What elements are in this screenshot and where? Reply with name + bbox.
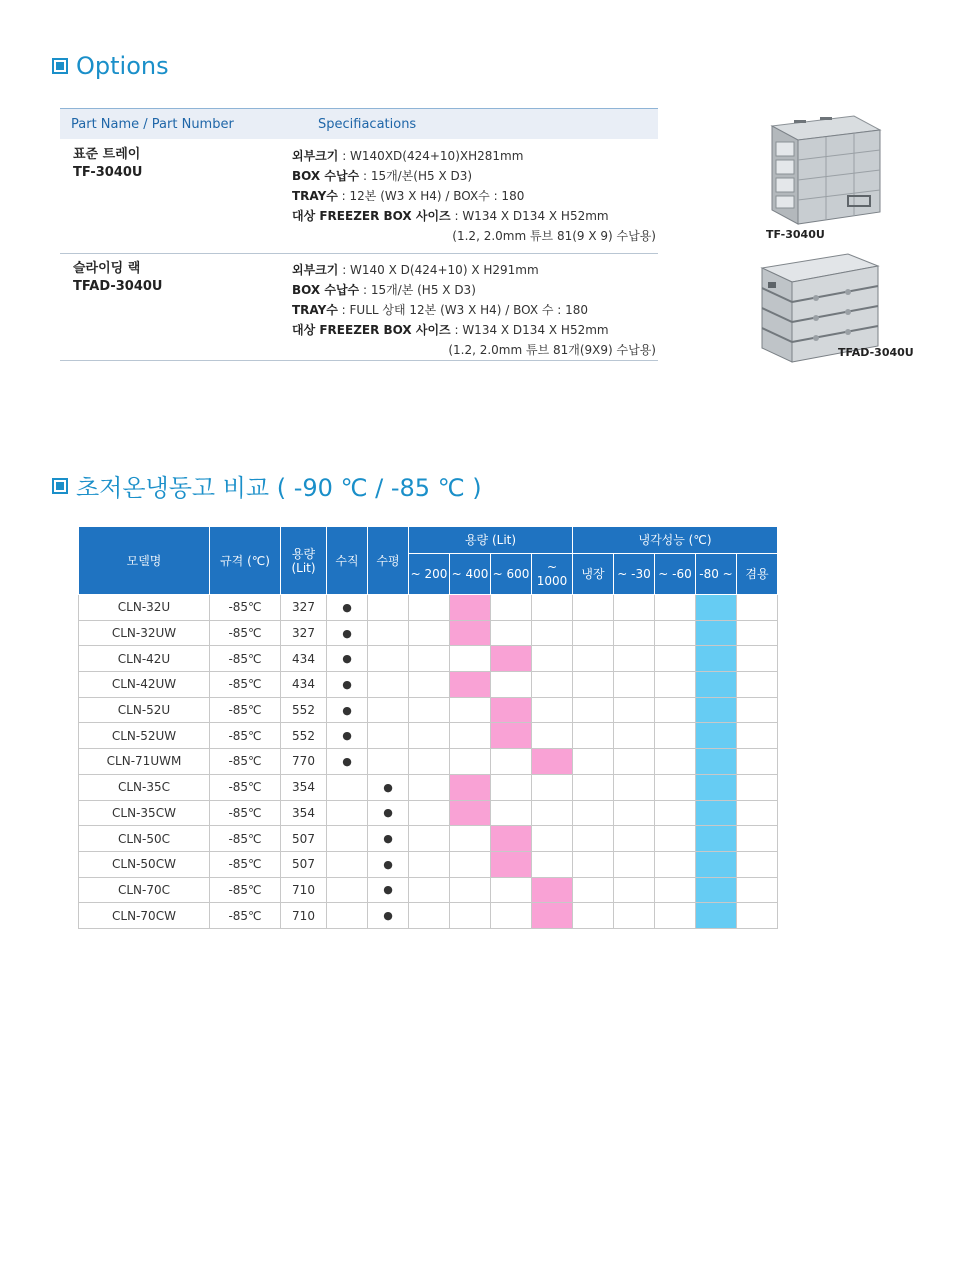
volume-range-cell [491,826,532,852]
model-cell: CLN-71UWM [79,749,210,775]
volume-range-cell [450,826,491,852]
capacity-cell: 354 [281,774,327,800]
volume-range-cell [491,851,532,877]
comparison-title-text: 초저온냉동고 비교 ( -90 ℃ / -85 ℃ ) [76,474,482,502]
spec-cell: -85℃ [210,749,281,775]
volume-range-cell [409,723,450,749]
cooling-cell [737,774,778,800]
header-cooling-group: 냉각성능 (℃) [573,527,778,554]
spec-cell: -85℃ [210,697,281,723]
option-specs [292,146,658,253]
header-vertical: 수직 [327,527,368,595]
cooling-cell [614,697,655,723]
volume-range-cell [532,595,573,621]
option-part-name: 표준 트레이 [73,147,141,162]
table-row [79,877,778,903]
volume-range-cell [532,697,573,723]
cooling-cell [696,800,737,826]
cooling-cell [614,749,655,775]
cooling-cell [573,697,614,723]
volume-range-cell [491,774,532,800]
cooling-cell [655,749,696,775]
cooling-cell [614,851,655,877]
cooling-cell [696,723,737,749]
vertical-cell [327,774,368,800]
option-name [60,146,292,253]
cooling-cell [614,877,655,903]
header-specifications: Specifiacations [318,116,417,132]
model-cell: CLN-32UW [79,620,210,646]
freezer-comparison-table [78,526,778,929]
cooling-cell [737,903,778,929]
header-volume-range: ~ 400 [450,554,491,595]
cooling-cell [573,877,614,903]
model-cell: CLN-35C [79,774,210,800]
cooling-cell [655,620,696,646]
image-caption-tf: TF-3040U [766,228,825,241]
cooling-cell [737,800,778,826]
spec-cell: -85℃ [210,646,281,672]
horizontal-cell [368,672,409,698]
spec-line: 외부크기 : W140XD(424+10)XH281mm [292,149,524,163]
capacity-cell: 327 [281,620,327,646]
volume-range-cell [532,620,573,646]
cooling-cell [737,646,778,672]
cooling-cell [655,903,696,929]
volume-range-cell [409,877,450,903]
comparison-title [52,468,482,503]
model-cell: CLN-52U [79,697,210,723]
cooling-cell [573,749,614,775]
square-bullet-icon [52,478,68,494]
volume-range-cell [409,903,450,929]
cooling-cell [655,800,696,826]
volume-range-cell [409,620,450,646]
cooling-cell [614,595,655,621]
option-specs [292,260,658,360]
table-row [79,903,778,929]
volume-range-cell [409,774,450,800]
table-row [79,595,778,621]
cooling-cell [696,826,737,852]
horizontal-cell: ● [368,826,409,852]
vertical-cell: ● [327,697,368,723]
volume-range-cell [450,800,491,826]
capacity-cell: 507 [281,851,327,877]
horizontal-cell [368,620,409,646]
vertical-cell [327,800,368,826]
table-row [79,774,778,800]
header-cooling-col: -80 ~ [696,554,737,595]
cooling-cell [655,697,696,723]
capacity-cell: 434 [281,672,327,698]
cooling-cell [573,595,614,621]
volume-range-cell [491,620,532,646]
volume-range-cell [409,595,450,621]
horizontal-cell: ● [368,877,409,903]
vertical-cell: ● [327,620,368,646]
volume-range-cell [450,903,491,929]
cooling-cell [696,646,737,672]
cooling-cell [737,723,778,749]
vertical-cell [327,826,368,852]
header-spec: 규격 (℃) [210,527,281,595]
cooling-cell [696,697,737,723]
capacity-cell: 770 [281,749,327,775]
table-row [79,851,778,877]
option-part-number: TF-3040U [73,165,143,180]
volume-range-cell [532,774,573,800]
volume-range-cell [532,877,573,903]
horizontal-cell [368,595,409,621]
cooling-cell [696,774,737,800]
spec-line: BOX 수납수 : 15개/본(H5 X D3) [292,169,473,183]
cooling-cell [737,851,778,877]
table-row [79,723,778,749]
volume-range-cell [532,749,573,775]
cooling-cell [737,697,778,723]
cooling-cell [696,749,737,775]
cooling-cell [737,877,778,903]
volume-range-cell [450,774,491,800]
cooling-cell [614,672,655,698]
spec-cell: -85℃ [210,826,281,852]
cooling-cell [614,800,655,826]
header-horizontal: 수평 [368,527,409,595]
volume-range-cell [450,697,491,723]
model-cell: CLN-70CW [79,903,210,929]
cooling-cell [737,826,778,852]
model-cell: CLN-32U [79,595,210,621]
cooling-cell [696,903,737,929]
volume-range-cell [409,851,450,877]
cooling-cell [614,723,655,749]
volume-range-cell [491,697,532,723]
cooling-cell [696,620,737,646]
volume-range-cell [532,800,573,826]
volume-range-cell [491,595,532,621]
spec-cell: -85℃ [210,774,281,800]
spec-note: (1.2, 2.0mm 튜브 81(9 X 9) 수납용) [452,229,656,243]
model-cell: CLN-35CW [79,800,210,826]
model-cell: CLN-42U [79,646,210,672]
cooling-cell [573,826,614,852]
cooling-cell [614,646,655,672]
header-cooling-col: 겸용 [737,554,778,595]
header-volume-range: ~ 200 [409,554,450,595]
table-row [79,749,778,775]
capacity-cell: 710 [281,877,327,903]
horizontal-cell [368,646,409,672]
capacity-cell: 354 [281,800,327,826]
square-bullet-icon [52,58,68,74]
cooling-cell [737,595,778,621]
spec-note: (1.2, 2.0mm 튜브 81개(9X9) 수납용) [448,343,656,357]
option-name [60,260,292,360]
table-row [79,620,778,646]
cooling-cell [696,672,737,698]
capacity-cell: 552 [281,723,327,749]
header-capacity: 용량 (Lit) [281,527,327,595]
volume-range-cell [450,723,491,749]
options-table-header [60,108,658,139]
volume-range-cell [409,697,450,723]
spec-cell: -85℃ [210,672,281,698]
cooling-cell [655,826,696,852]
volume-range-cell [409,749,450,775]
spec-cell: -85℃ [210,723,281,749]
volume-range-cell [491,903,532,929]
horizontal-cell: ● [368,774,409,800]
volume-range-cell [409,646,450,672]
comparison-table-body [79,595,778,929]
volume-range-cell [450,595,491,621]
spec-cell: -85℃ [210,620,281,646]
volume-range-cell [491,877,532,903]
volume-range-cell [532,723,573,749]
spec-cell: -85℃ [210,595,281,621]
cooling-cell [696,851,737,877]
vertical-cell: ● [327,646,368,672]
vertical-cell [327,851,368,877]
spec-cell: -85℃ [210,851,281,877]
volume-range-cell [450,877,491,903]
vertical-cell: ● [327,749,368,775]
horizontal-cell [368,749,409,775]
model-cell: CLN-50CW [79,851,210,877]
cooling-cell [696,877,737,903]
capacity-cell: 710 [281,903,327,929]
cooling-cell [696,595,737,621]
option-row-sliding-rack [60,254,658,361]
volume-range-cell [450,749,491,775]
volume-range-cell [532,903,573,929]
cooling-cell [655,877,696,903]
cooling-cell [655,672,696,698]
vertical-cell [327,877,368,903]
header-volume-range: ~ 1000 [532,554,573,595]
volume-range-cell [409,826,450,852]
capacity-cell: 507 [281,826,327,852]
option-part-number: TFAD-3040U [73,279,163,294]
options-title-text: Options [76,52,169,80]
horizontal-cell [368,697,409,723]
options-table [60,108,658,361]
cooling-cell [614,620,655,646]
volume-range-cell [491,800,532,826]
header-model: 모델명 [79,527,210,595]
volume-range-cell [532,646,573,672]
spec-cell: -85℃ [210,903,281,929]
options-title [52,52,169,80]
cooling-cell [655,595,696,621]
cooling-cell [573,774,614,800]
capacity-cell: 327 [281,595,327,621]
table-row [79,672,778,698]
model-cell: CLN-70C [79,877,210,903]
header-volume-group: 용량 (Lit) [409,527,573,554]
cooling-cell [737,749,778,775]
cooling-cell [655,851,696,877]
horizontal-cell: ● [368,800,409,826]
cooling-cell [573,672,614,698]
cooling-cell [614,826,655,852]
model-cell: CLN-52UW [79,723,210,749]
volume-range-cell [409,672,450,698]
cooling-cell [573,903,614,929]
horizontal-cell [368,723,409,749]
cooling-cell [655,723,696,749]
cooling-cell [573,800,614,826]
volume-range-cell [450,646,491,672]
cooling-cell [737,620,778,646]
cooling-cell [573,620,614,646]
volume-range-cell [491,723,532,749]
volume-range-cell [532,826,573,852]
capacity-cell: 434 [281,646,327,672]
volume-range-cell [409,800,450,826]
cooling-cell [655,646,696,672]
spec-line: 대상 FREEZER BOX 사이즈 : W134 X D134 X H52mm [292,209,609,223]
cooling-cell [573,723,614,749]
vertical-cell: ● [327,595,368,621]
spec-line: 대상 FREEZER BOX 사이즈 : W134 X D134 X H52mm [292,323,609,337]
cooling-cell [573,646,614,672]
header-volume-range: ~ 600 [491,554,532,595]
volume-range-cell [491,646,532,672]
horizontal-cell: ● [368,903,409,929]
image-caption-tfad: TFAD-3040U [838,346,914,359]
cooling-cell [737,672,778,698]
table-row [79,697,778,723]
header-cooling-col: ~ -60 [655,554,696,595]
cooling-cell [614,903,655,929]
model-cell: CLN-42UW [79,672,210,698]
volume-range-cell [450,851,491,877]
model-cell: CLN-50C [79,826,210,852]
vertical-cell: ● [327,672,368,698]
capacity-cell: 552 [281,697,327,723]
cooling-cell [573,851,614,877]
volume-range-cell [491,749,532,775]
volume-range-cell [532,851,573,877]
cooling-cell [655,774,696,800]
table-row [79,826,778,852]
option-part-name: 슬라이딩 랙 [73,261,141,276]
option-row-tray [60,139,658,254]
spec-line: TRAY수 : FULL 상태 12본 (W3 X H4) / BOX 수 : 180 [292,303,589,317]
volume-range-cell [450,672,491,698]
tf-3040u-tray-image [764,112,884,232]
spec-line: BOX 수납수 : 15개/본 (H5 X D3) [292,283,476,297]
header-cooling-col: 냉장 [573,554,614,595]
cooling-cell [614,774,655,800]
volume-range-cell [450,620,491,646]
vertical-cell [327,903,368,929]
spec-line: TRAY수 : 12본 (W3 X H4) / BOX수 : 180 [292,189,525,203]
volume-range-cell [532,672,573,698]
vertical-cell: ● [327,723,368,749]
header-cooling-col: ~ -30 [614,554,655,595]
table-row [79,800,778,826]
table-row [79,646,778,672]
header-part-name: Part Name / Part Number [71,116,234,132]
horizontal-cell: ● [368,851,409,877]
volume-range-cell [491,672,532,698]
spec-cell: -85℃ [210,877,281,903]
spec-cell: -85℃ [210,800,281,826]
spec-line: 외부크기 : W140 X D(424+10) X H291mm [292,263,539,277]
